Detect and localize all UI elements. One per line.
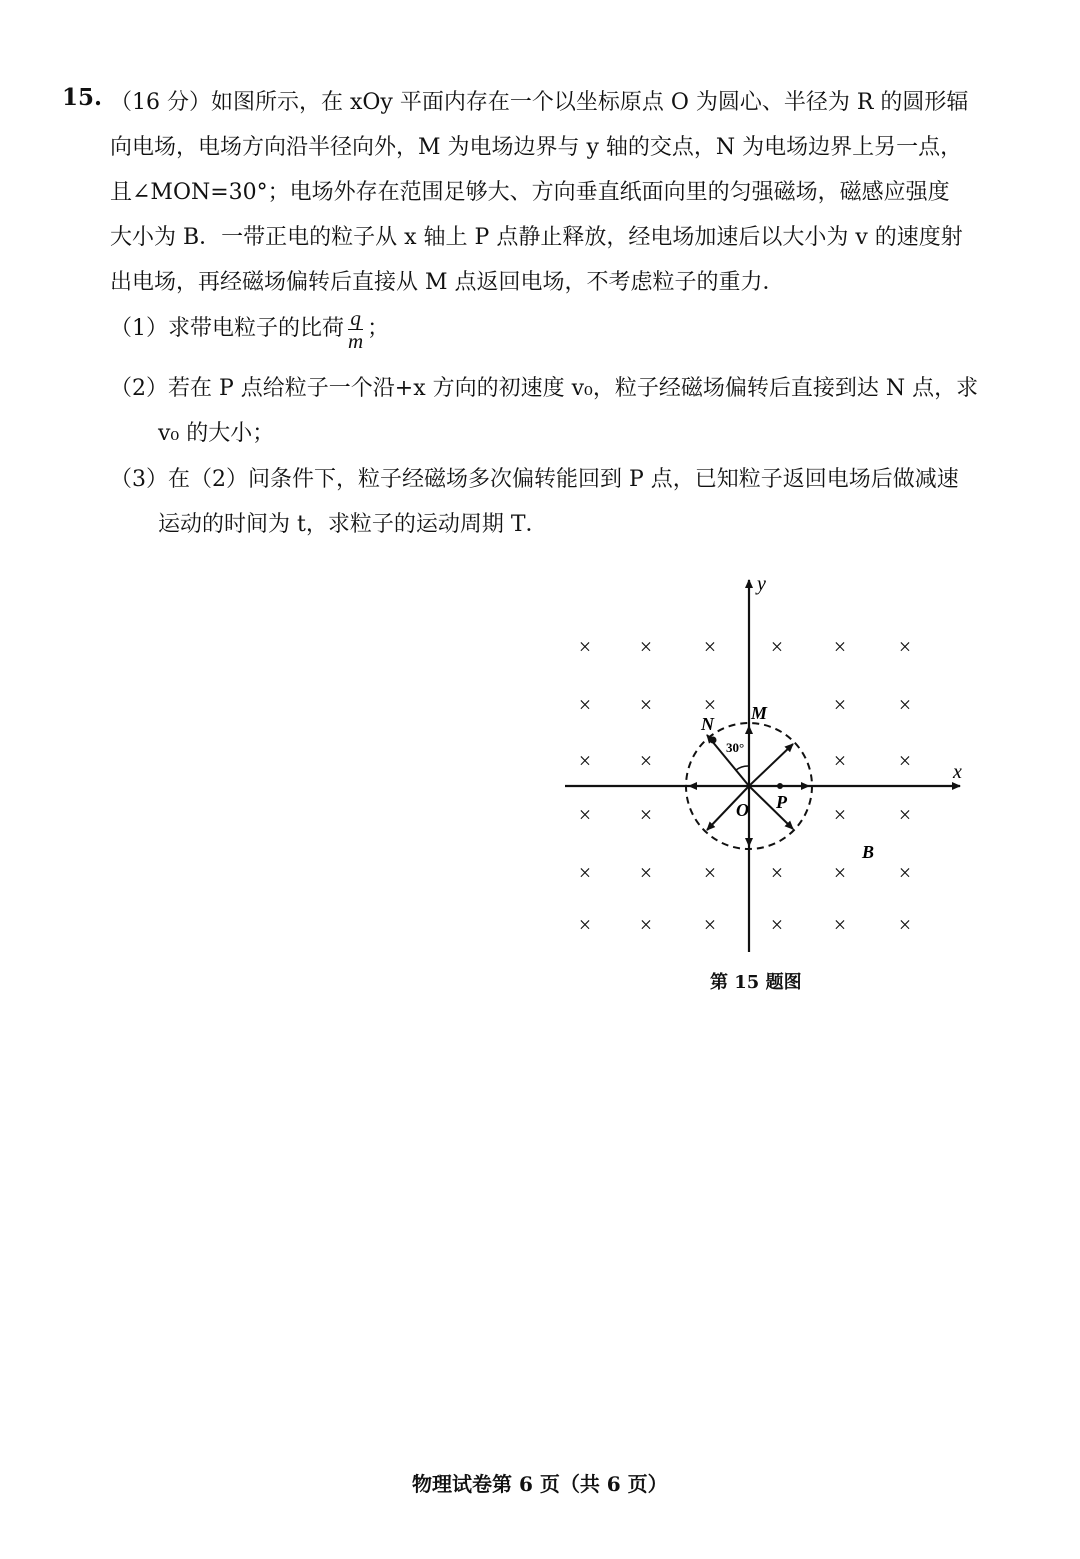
part-1-end: ； xyxy=(367,316,390,341)
charge-mass-fraction xyxy=(348,307,363,352)
cross-mark: × xyxy=(833,860,847,885)
cross-mark: × xyxy=(898,860,912,885)
part-3-line-2: 运动的时间为 t，求粒子的运动周期 T． xyxy=(158,512,548,537)
intro-line: （16 分）如图所示，在 xOy 平面内存在一个以坐标原点 O 为圆心、半径为 R 的圆形辐 xyxy=(110,90,969,115)
cross-mark: × xyxy=(578,912,592,937)
page-footer: 物理试卷第 6 页（共 6 页） xyxy=(412,1472,668,1496)
cross-mark: × xyxy=(703,692,717,717)
x-axis-label: x xyxy=(953,761,962,783)
cross-mark: × xyxy=(898,634,912,659)
angle-arc xyxy=(736,766,749,770)
cross-mark: × xyxy=(703,860,717,885)
cross-mark: × xyxy=(639,912,653,937)
origin-label: O xyxy=(736,800,749,820)
intro-line: 向电场，电场方向沿半径向外，M 为电场边界与 y 轴的交点，N 为电场边界上另一点， xyxy=(110,135,963,160)
cross-mark: × xyxy=(639,802,653,827)
cross-mark: × xyxy=(833,692,847,717)
part-3-line-1: （3）在（2）问条件下，粒子经磁场多次偏转能回到 P 点，已知粒子返回电场后做减速 xyxy=(110,467,959,492)
cross-mark: × xyxy=(898,912,912,937)
cross-mark: × xyxy=(578,692,592,717)
intro-line: 且∠MON=30°；电场外存在范围足够大、方向垂直纸面向里的匀强磁场，磁感应强度 xyxy=(110,180,950,205)
cross-mark: × xyxy=(833,912,847,937)
cross-mark: × xyxy=(833,802,847,827)
fraction-denominator: m xyxy=(348,328,364,353)
cross-mark: × xyxy=(898,802,912,827)
cross-mark: × xyxy=(898,692,912,717)
field-diagram xyxy=(560,570,980,970)
y-axis-label: y xyxy=(757,573,766,595)
question-intro xyxy=(110,80,1010,305)
point-p-label: P xyxy=(776,792,787,812)
part-1-text: （1）求带电粒子的比荷 xyxy=(110,316,344,341)
intro-line: 大小为 B．一带正电的粒子从 x 轴上 P 点静止释放，经电场加速后以大小为 v 的速度射 xyxy=(110,225,963,250)
cross-mark: × xyxy=(639,860,653,885)
angle-label: 30° xyxy=(726,740,745,755)
fraction-numerator: q xyxy=(348,307,363,330)
cross-mark: × xyxy=(770,634,784,659)
cross-mark: × xyxy=(898,748,912,773)
cross-mark: × xyxy=(639,634,653,659)
point-n-label: N xyxy=(701,714,714,734)
field-arrow-upper-right xyxy=(749,744,793,786)
part-2-line-1: （2）若在 P 点给粒子一个沿+x 方向的初速度 v₀，粒子经磁场偏转后直接到达 N 点，求 xyxy=(110,376,979,401)
radial-field-arrows xyxy=(689,726,809,846)
intro-line: 出电场，再经磁场偏转后直接从 M 点返回电场，不考虑粒子的重力． xyxy=(110,270,785,295)
cross-mark: × xyxy=(770,860,784,885)
cross-mark: × xyxy=(578,860,592,885)
cross-mark: × xyxy=(578,748,592,773)
cross-mark: × xyxy=(578,634,592,659)
cross-mark: × xyxy=(833,748,847,773)
cross-mark: × xyxy=(703,634,717,659)
cross-mark: × xyxy=(833,634,847,659)
point-n-dot xyxy=(710,737,717,744)
question-number: 15. xyxy=(62,84,103,111)
cross-mark: × xyxy=(639,692,653,717)
part-2-line-2: v₀ 的大小； xyxy=(158,421,275,446)
part-1 xyxy=(110,306,389,352)
cross-mark: × xyxy=(639,748,653,773)
field-b-label: B xyxy=(862,842,875,862)
cross-mark: × xyxy=(578,802,592,827)
cross-mark: × xyxy=(770,912,784,937)
figure-caption: 第 15 题图 xyxy=(710,972,802,993)
cross-mark: × xyxy=(703,912,717,937)
point-m-label: M xyxy=(751,703,768,723)
point-p-dot xyxy=(777,783,783,789)
